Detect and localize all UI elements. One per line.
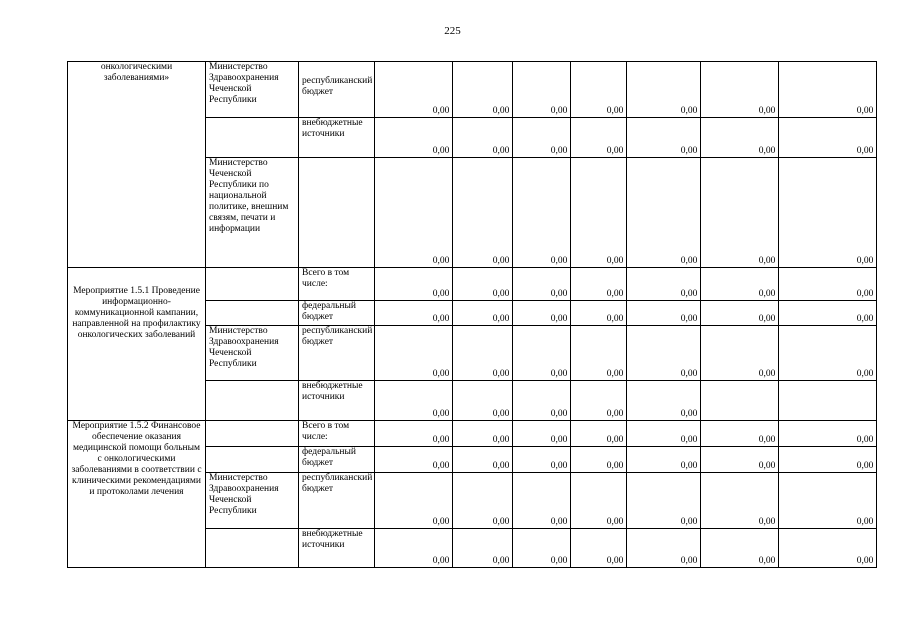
executor-cell (206, 268, 299, 301)
value-cell: 0,00 (453, 301, 513, 326)
executor-cell (206, 447, 299, 473)
value-cell: 0,00 (453, 62, 513, 118)
value-cell: 0,00 (453, 118, 513, 158)
executor-cell: Министерство Чеченской Республики по национальной политике, внешним связям, печати и информации (206, 158, 299, 268)
value-cell (701, 381, 779, 421)
event-cell: онкологическими заболеваниями» (68, 62, 206, 268)
value-cell: 0,00 (375, 118, 453, 158)
executor-cell (206, 421, 299, 447)
value-cell: 0,00 (571, 381, 627, 421)
value-cell: 0,00 (571, 268, 627, 301)
value-cell: 0,00 (701, 326, 779, 381)
value-cell: 0,00 (513, 326, 571, 381)
executor-cell (206, 301, 299, 326)
source-cell: республиканский бюджет (299, 62, 375, 118)
value-cell: 0,00 (627, 158, 701, 268)
value-cell: 0,00 (779, 158, 877, 268)
value-cell: 0,00 (779, 301, 877, 326)
value-cell: 0,00 (513, 421, 571, 447)
executor-cell: Министерство Здравоохранения Чеченской Республики (206, 62, 299, 118)
source-cell: республиканский бюджет (299, 326, 375, 381)
value-cell: 0,00 (513, 118, 571, 158)
value-cell: 0,00 (513, 301, 571, 326)
value-cell: 0,00 (375, 158, 453, 268)
table-row (68, 268, 877, 301)
source-cell: внебюджетные источники (299, 118, 375, 158)
value-cell: 0,00 (571, 473, 627, 529)
executor-cell: Министерство Здравоохранения Чеченской Республики (206, 473, 299, 529)
value-cell: 0,00 (453, 473, 513, 529)
value-cell: 0,00 (513, 158, 571, 268)
value-cell: 0,00 (375, 301, 453, 326)
value-cell: 0,00 (375, 421, 453, 447)
value-cell: 0,00 (701, 301, 779, 326)
value-cell: 0,00 (453, 268, 513, 301)
value-cell: 0,00 (627, 381, 701, 421)
value-cell: 0,00 (571, 62, 627, 118)
value-cell: 0,00 (701, 118, 779, 158)
value-cell: 0,00 (779, 268, 877, 301)
value-cell: 0,00 (375, 62, 453, 118)
value-cell: 0,00 (701, 268, 779, 301)
value-cell: 0,00 (627, 473, 701, 529)
event-cell: Мероприятие 1.5.2 Финансовое обеспечение оказания медицинской помощи больным с онкологическими заболеваниями в соответствии с клиническими рекомендациями и протоколами лечения (68, 421, 206, 568)
source-cell: внебюджетные источники (299, 529, 375, 568)
source-cell: Всего в том числе: (299, 421, 375, 447)
value-cell: 0,00 (701, 473, 779, 529)
value-cell: 0,00 (571, 158, 627, 268)
source-cell: Всего в том числе: (299, 268, 375, 301)
value-cell: 0,00 (627, 529, 701, 568)
value-cell: 0,00 (375, 447, 453, 473)
value-cell: 0,00 (453, 158, 513, 268)
value-cell: 0,00 (701, 62, 779, 118)
value-cell: 0,00 (513, 473, 571, 529)
source-cell: внебюджетные источники (299, 381, 375, 421)
value-cell: 0,00 (571, 118, 627, 158)
value-cell: 0,00 (375, 529, 453, 568)
value-cell: 0,00 (701, 421, 779, 447)
value-cell: 0,00 (779, 421, 877, 447)
value-cell: 0,00 (701, 447, 779, 473)
value-cell: 0,00 (627, 62, 701, 118)
source-cell: федеральный бюджет (299, 447, 375, 473)
source-cell: республиканский бюджет (299, 473, 375, 529)
value-cell: 0,00 (571, 301, 627, 326)
budget-table (67, 61, 877, 568)
value-cell: 0,00 (779, 118, 877, 158)
value-cell: 0,00 (453, 529, 513, 568)
value-cell: 0,00 (513, 381, 571, 421)
value-cell: 0,00 (375, 326, 453, 381)
value-cell: 0,00 (779, 529, 877, 568)
value-cell: 0,00 (779, 473, 877, 529)
value-cell: 0,00 (571, 326, 627, 381)
value-cell: 0,00 (571, 447, 627, 473)
value-cell: 0,00 (627, 447, 701, 473)
executor-cell (206, 118, 299, 158)
event-cell: Мероприятие 1.5.1 Проведение информационно-коммуникационной кампании, направленной на профилактику онкологических заболеваний (68, 268, 206, 421)
value-cell: 0,00 (701, 529, 779, 568)
value-cell: 0,00 (779, 326, 877, 381)
value-cell: 0,00 (453, 326, 513, 381)
table-row (68, 62, 877, 118)
value-cell: 0,00 (627, 118, 701, 158)
value-cell: 0,00 (375, 473, 453, 529)
table-row (68, 421, 877, 447)
value-cell: 0,00 (375, 268, 453, 301)
source-cell: федеральный бюджет (299, 301, 375, 326)
executor-cell (206, 529, 299, 568)
value-cell: 0,00 (779, 447, 877, 473)
value-cell (779, 381, 877, 421)
value-cell: 0,00 (513, 62, 571, 118)
value-cell: 0,00 (701, 158, 779, 268)
executor-cell: Министерство Здравоохранения Чеченской Республики (206, 326, 299, 381)
value-cell: 0,00 (513, 529, 571, 568)
value-cell: 0,00 (453, 421, 513, 447)
value-cell: 0,00 (375, 381, 453, 421)
value-cell: 0,00 (627, 421, 701, 447)
value-cell: 0,00 (513, 268, 571, 301)
value-cell: 0,00 (627, 326, 701, 381)
page-number: 225 (444, 25, 461, 37)
value-cell: 0,00 (779, 62, 877, 118)
executor-cell (206, 381, 299, 421)
value-cell: 0,00 (453, 381, 513, 421)
value-cell: 0,00 (627, 301, 701, 326)
value-cell: 0,00 (571, 421, 627, 447)
value-cell: 0,00 (627, 268, 701, 301)
value-cell: 0,00 (513, 447, 571, 473)
source-cell (299, 158, 375, 268)
value-cell: 0,00 (453, 447, 513, 473)
value-cell: 0,00 (571, 529, 627, 568)
